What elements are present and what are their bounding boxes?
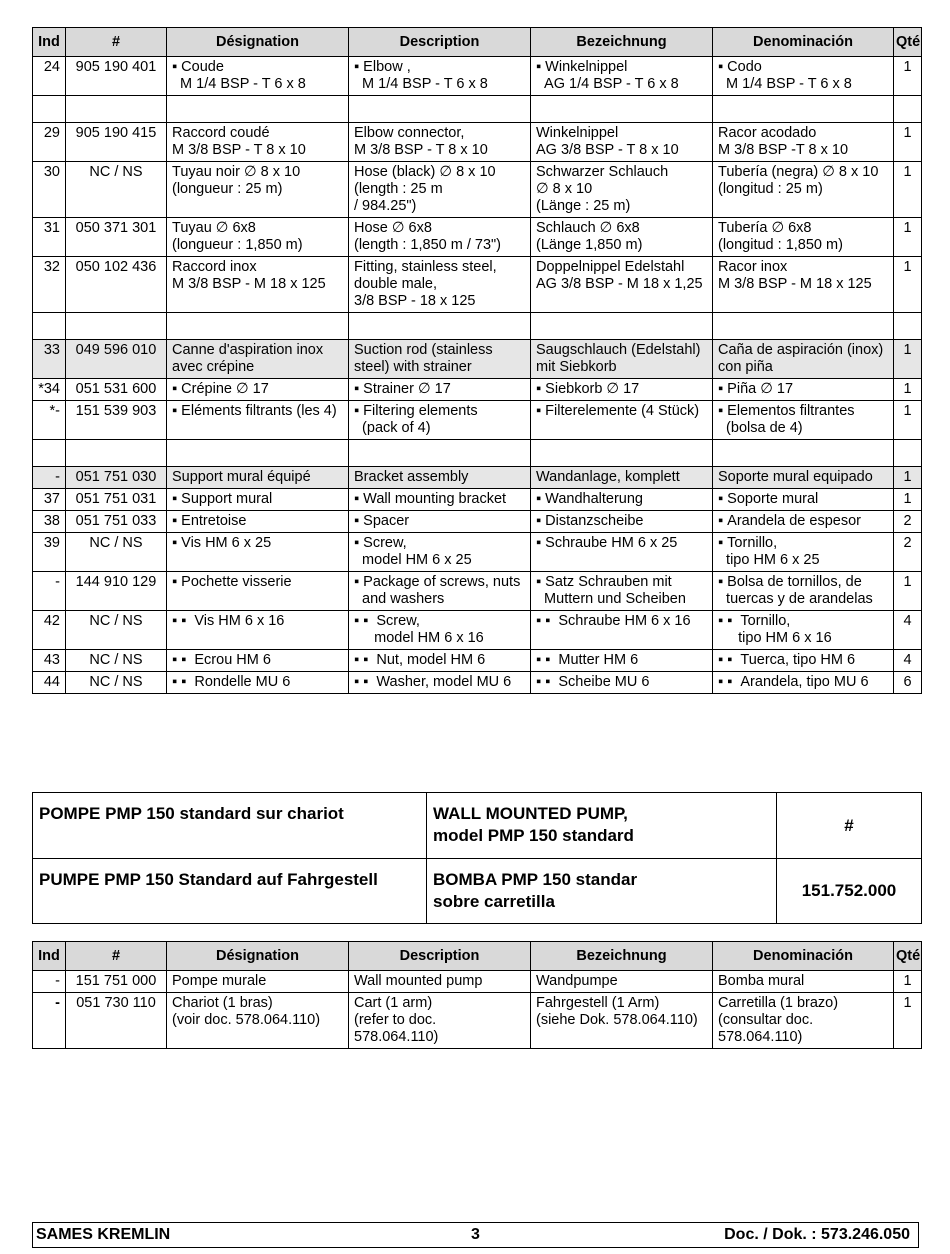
cell-text: Wall mounted pump [354,973,483,989]
cell-qty: 2 [894,533,922,572]
cell-designation [167,257,349,313]
cell-ind: 30 [33,162,66,218]
cell-text: Racor acodado M 3/8 BSP -T 8 x 10 [718,125,849,158]
empty-cell [167,440,349,467]
cell-text: ▪ Entretoise [172,513,246,529]
parts-table-1 [32,27,922,694]
cell-qty: 6 [894,672,922,694]
cell-text: Raccord coudé M 3/8 BSP - T 8 x 10 [172,125,306,158]
cell-bezeichnung [531,971,713,993]
cell-ind: 39 [33,533,66,572]
cell-part-number: 051 751 033 [66,511,167,533]
cell-designation [167,162,349,218]
header-denominacion: Denominación [713,942,894,971]
cell-description [349,650,531,672]
kit-part-number: 151.752.000 [777,859,922,924]
cell-text: Caña de aspiración (inox) con piña [718,342,884,375]
cell-denominacion [713,57,894,96]
cell-ind: 43 [33,650,66,672]
table-row-blank [33,313,922,340]
cell-denominacion [713,993,894,1049]
header-description: Description [349,28,531,57]
cell-part-number: 151 751 000 [66,971,167,993]
cell-description [349,971,531,993]
cell-qty: 1 [894,162,922,218]
header-ind: Ind [33,28,66,57]
cell-denominacion [713,340,894,379]
cell-text: Suction rod (stainless steel) with strainer [354,342,493,375]
cell-qty: 1 [894,489,922,511]
cell-denominacion [713,489,894,511]
cell-text: ▪ Schraube HM 6 x 25 [536,535,677,551]
table-row [33,993,922,1049]
cell-designation [167,467,349,489]
empty-cell [531,313,713,340]
cell-qty: 1 [894,257,922,313]
cell-part-number: 049 596 010 [66,340,167,379]
kit-title-fr: POMPE PMP 150 standard sur chariot [33,793,427,859]
cell-qty: 4 [894,611,922,650]
empty-cell [713,313,894,340]
cell-ind: 42 [33,611,66,650]
cell-denominacion [713,672,894,694]
cell-qty: 1 [894,467,922,489]
cell-qty: 1 [894,401,922,440]
cell-text: ▪ Elbow , M 1/4 BSP - T 6 x 8 [354,59,488,92]
empty-cell [349,440,531,467]
cell-part-number: 050 371 301 [66,218,167,257]
cell-description [349,57,531,96]
cell-denominacion [713,971,894,993]
cell-description [349,533,531,572]
kit-title-es: BOMBA PMP 150 standar sobre carretilla [427,859,777,924]
header-num: # [66,28,167,57]
cell-ind: - [33,971,66,993]
cell-qty: 1 [894,572,922,611]
table-row [33,672,922,694]
cell-qty: 2 [894,511,922,533]
table-row [33,401,922,440]
cell-text: Soporte mural equipado [718,469,873,485]
empty-cell [894,96,922,123]
empty-cell [66,440,167,467]
cell-bezeichnung [531,257,713,313]
cell-denominacion [713,467,894,489]
empty-cell [349,96,531,123]
cell-text: ▪ Elementos filtrantes (bolsa de 4) [718,403,855,436]
empty-cell [167,96,349,123]
cell-designation [167,611,349,650]
table-row [33,257,922,313]
cell-designation [167,533,349,572]
cell-text: ▪ Vis HM 6 x 25 [172,535,271,551]
cell-text: Tuyau noir ∅ 8 x 10 (longueur : 25 m) [172,164,301,197]
empty-cell [713,96,894,123]
cell-text: ▪ ▪ Nut, model HM 6 [354,652,485,668]
table-row [33,511,922,533]
cell-part-number: NC / NS [66,162,167,218]
cell-ind: *- [33,401,66,440]
cell-ind: 38 [33,511,66,533]
table-row [33,57,922,96]
cell-bezeichnung [531,533,713,572]
cell-designation [167,123,349,162]
cell-bezeichnung [531,650,713,672]
cell-description [349,511,531,533]
cell-designation [167,511,349,533]
cell-ind: 32 [33,257,66,313]
cell-text: ▪ Siebkorb ∅ 17 [536,381,639,397]
table-row [33,123,922,162]
cell-bezeichnung [531,572,713,611]
table-row-blank [33,96,922,123]
cell-description [349,572,531,611]
header-num: # [66,942,167,971]
header-bezeichnung: Bezeichnung [531,28,713,57]
page-footer [32,1222,919,1248]
header-bezeichnung: Bezeichnung [531,942,713,971]
cell-bezeichnung [531,672,713,694]
cell-text: Fahrgestell (1 Arm) (siehe Dok. 578.064.110) [536,995,698,1028]
header-qty: Qté [894,28,922,57]
cell-text: ▪ ▪ Schraube HM 6 x 16 [536,613,691,629]
empty-cell [167,313,349,340]
cell-text: Tubería (negra) ∅ 8 x 10 (longitud : 25 m) [718,164,879,197]
table-row [33,489,922,511]
cell-description [349,489,531,511]
table-row [33,533,922,572]
footer-doc-number: Doc. / Dok. : 573.246.050 [724,1226,910,1243]
cell-qty: 1 [894,993,922,1049]
cell-ind: - [33,467,66,489]
cell-ind: 31 [33,218,66,257]
empty-cell [66,313,167,340]
cell-designation [167,993,349,1049]
table-row [33,467,922,489]
cell-text: ▪ Wandhalterung [536,491,643,507]
cell-text: Elbow connector, M 3/8 BSP - T 8 x 10 [354,125,488,158]
cell-text: Wandanlage, komplett [536,469,680,485]
cell-ind: 37 [33,489,66,511]
cell-ind: 24 [33,57,66,96]
cell-text: ▪ Spacer [354,513,409,529]
cell-qty: 1 [894,379,922,401]
empty-cell [33,313,66,340]
cell-text: Pompe murale [172,973,267,989]
empty-cell [349,313,531,340]
cell-description [349,123,531,162]
cell-text: ▪ Satz Schrauben mit Muttern und Scheiben [536,574,686,607]
cell-text: ▪ Wall mounting bracket [354,491,506,507]
cell-designation [167,971,349,993]
cell-denominacion [713,511,894,533]
cell-part-number: 905 190 415 [66,123,167,162]
cell-bezeichnung [531,611,713,650]
cell-description [349,162,531,218]
cell-denominacion [713,123,894,162]
cell-part-number: 151 539 903 [66,401,167,440]
cell-text: ▪ ▪ Mutter HM 6 [536,652,638,668]
table-row [33,379,922,401]
cell-text: ▪ ▪ Ecrou HM 6 [172,652,271,668]
cell-ind: 33 [33,340,66,379]
cell-text: ▪ Filterelemente (4 Stück) [536,403,699,419]
cell-text: ▪ ▪ Screw, model HM 6 x 16 [354,613,484,646]
empty-cell [33,96,66,123]
cell-description [349,672,531,694]
cell-denominacion [713,162,894,218]
table-row [33,971,922,993]
cell-bezeichnung [531,57,713,96]
cell-part-number: 051 751 031 [66,489,167,511]
table-row-blank [33,440,922,467]
kit-title-table [32,792,922,924]
cell-ind: *34 [33,379,66,401]
cell-text: ▪ Piña ∅ 17 [718,381,793,397]
cell-text: Saugschlauch (Edelstahl) mit Siebkorb [536,342,701,375]
cell-qty: 1 [894,971,922,993]
table-row [33,218,922,257]
cell-denominacion [713,257,894,313]
cell-text: ▪ Soporte mural [718,491,818,507]
cell-description [349,611,531,650]
cell-text: ▪ Bolsa de tornillos, de tuercas y de arandelas [718,574,873,607]
cell-text: Wandpumpe [536,973,618,989]
cell-denominacion [713,611,894,650]
cell-text: ▪ Distanzscheibe [536,513,644,529]
header-designation: Désignation [167,942,349,971]
cell-designation [167,379,349,401]
empty-cell [531,440,713,467]
cell-text: Tubería ∅ 6x8 (longitud : 1,850 m) [718,220,843,253]
cell-description [349,379,531,401]
cell-text: ▪ ▪ Rondelle MU 6 [172,674,290,690]
table-row [33,650,922,672]
kit-hash-label: # [777,793,922,859]
header-designation: Désignation [167,28,349,57]
cell-part-number: 050 102 436 [66,257,167,313]
cell-text: Bracket assembly [354,469,469,485]
cell-part-number: 051 751 030 [66,467,167,489]
cell-bezeichnung [531,340,713,379]
cell-text: ▪ Package of screws, nuts and washers [354,574,520,607]
cell-text: ▪ Arandela de espesor [718,513,861,529]
cell-text: Fitting, stainless steel, double male, 3/8 BSP - 18 x 125 [354,259,497,309]
cell-text: ▪ ▪ Tornillo, tipo HM 6 x 16 [718,613,832,646]
footer-company: SAMES KREMLIN [36,1226,171,1243]
empty-cell [894,440,922,467]
empty-cell [713,440,894,467]
cell-text: Tuyau ∅ 6x8 (longueur : 1,850 m) [172,220,303,253]
cell-part-number: 905 190 401 [66,57,167,96]
cell-text: ▪ Pochette visserie [172,574,292,590]
cell-designation [167,672,349,694]
table-row [33,611,922,650]
cell-bezeichnung [531,379,713,401]
cell-ind: - [33,572,66,611]
cell-text: Hose (black) ∅ 8 x 10 (length : 25 m / 984.25") [354,164,496,214]
cell-text: Hose ∅ 6x8 (length : 1,850 m / 73") [354,220,502,253]
cell-designation [167,340,349,379]
cell-text: ▪ Strainer ∅ 17 [354,381,451,397]
cell-text: Doppelnippel Edelstahl AG 3/8 BSP - M 18 x 1,25 [536,259,703,292]
table-row [33,572,922,611]
cell-bezeichnung [531,123,713,162]
empty-cell [894,313,922,340]
cell-text: ▪ Crépine ∅ 17 [172,381,269,397]
cell-part-number: NC / NS [66,672,167,694]
empty-cell [66,96,167,123]
cell-ind: 29 [33,123,66,162]
cell-text: ▪ Codo M 1/4 BSP - T 6 x 8 [718,59,852,92]
cell-text: Chariot (1 bras) (voir doc. 578.064.110) [172,995,321,1028]
cell-description [349,257,531,313]
cell-text: ▪ Support mural [172,491,272,507]
footer-page-number: 3 [471,1226,480,1243]
cell-designation [167,650,349,672]
header-denominacion: Denominación [713,28,894,57]
table-row [33,162,922,218]
cell-qty: 1 [894,57,922,96]
cell-text: Support mural équipé [172,469,311,485]
table-header-row [33,942,922,971]
cell-text: Carretilla (1 brazo) (consultar doc. 578.064.110) [718,995,839,1045]
cell-text: Winkelnippel AG 3/8 BSP - T 8 x 10 [536,125,679,158]
cell-denominacion [713,533,894,572]
cell-qty: 1 [894,218,922,257]
cell-bezeichnung [531,489,713,511]
cell-denominacion [713,401,894,440]
cell-bezeichnung [531,401,713,440]
cell-denominacion [713,379,894,401]
cell-text: ▪ ▪ Arandela, tipo MU 6 [718,674,869,690]
kit-title-de: PUMPE PMP 150 Standard auf Fahrgestell [33,859,427,924]
cell-denominacion [713,572,894,611]
cell-text: ▪ Coude M 1/4 BSP - T 6 x 8 [172,59,306,92]
empty-cell [531,96,713,123]
cell-bezeichnung [531,511,713,533]
cell-bezeichnung [531,467,713,489]
cell-part-number: 144 910 129 [66,572,167,611]
header-qty: Qté [894,942,922,971]
header-ind: Ind [33,942,66,971]
cell-text: ▪ Eléments filtrants (les 4) [172,403,337,419]
cell-description [349,340,531,379]
cell-ind: 44 [33,672,66,694]
cell-text: ▪ ▪ Vis HM 6 x 16 [172,613,284,629]
table-row [33,340,922,379]
cell-designation [167,57,349,96]
cell-qty: 1 [894,340,922,379]
cell-part-number: 051 730 110 [66,993,167,1049]
kit-title-en: WALL MOUNTED PUMP, model PMP 150 standard [427,793,777,859]
cell-qty: 1 [894,123,922,162]
cell-part-number: 051 531 600 [66,379,167,401]
cell-text: ▪ Screw, model HM 6 x 25 [354,535,472,568]
cell-text: Schwarzer Schlauch ∅ 8 x 10 (Länge : 25 m) [536,164,669,214]
cell-description [349,401,531,440]
cell-designation [167,489,349,511]
cell-denominacion [713,650,894,672]
cell-text: ▪ ▪ Tuerca, tipo HM 6 [718,652,855,668]
cell-text: Raccord inox M 3/8 BSP - M 18 x 125 [172,259,326,292]
cell-designation [167,401,349,440]
cell-denominacion [713,218,894,257]
cell-description [349,993,531,1049]
parts-table-2 [32,941,922,1049]
cell-text: ▪ Tornillo, tipo HM 6 x 25 [718,535,820,568]
empty-cell [33,440,66,467]
table-header-row [33,28,922,57]
cell-description [349,218,531,257]
cell-bezeichnung [531,162,713,218]
cell-text: Racor inox M 3/8 BSP - M 18 x 125 [718,259,872,292]
cell-part-number: NC / NS [66,533,167,572]
cell-part-number: NC / NS [66,611,167,650]
cell-text: ▪ ▪ Scheibe MU 6 [536,674,649,690]
cell-bezeichnung [531,993,713,1049]
cell-text: ▪ Filtering elements (pack of 4) [354,403,478,436]
cell-text: Schlauch ∅ 6x8 (Länge 1,850 m) [536,220,643,253]
cell-description [349,467,531,489]
cell-text: ▪ Winkelnippel AG 1/4 BSP - T 6 x 8 [536,59,679,92]
cell-ind: - [33,993,66,1049]
cell-part-number: NC / NS [66,650,167,672]
cell-qty: 4 [894,650,922,672]
cell-text: Bomba mural [718,973,805,989]
cell-bezeichnung [531,218,713,257]
cell-designation [167,218,349,257]
cell-text: Canne d'aspiration inox avec crépine [172,342,324,375]
cell-text: Cart (1 arm) (refer to doc. 578.064.110) [354,995,439,1045]
cell-designation [167,572,349,611]
cell-text: ▪ ▪ Washer, model MU 6 [354,674,511,690]
header-description: Description [349,942,531,971]
